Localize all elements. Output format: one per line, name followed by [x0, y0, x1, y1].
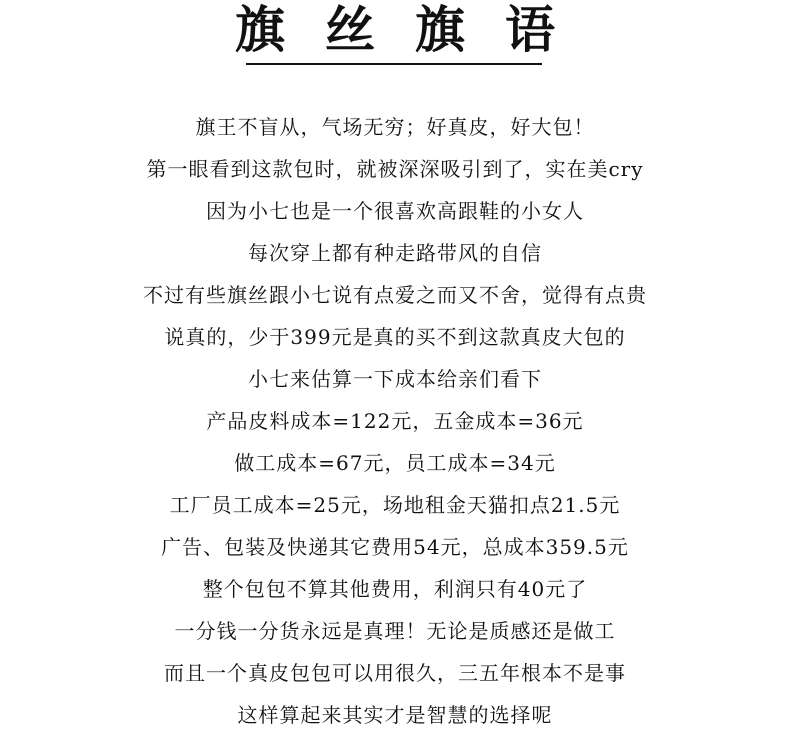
text-line: 整个包包不算其他费用，利润只有40元了	[202, 577, 588, 601]
text-line: 这样算起来其实才是智慧的选择呢	[237, 703, 553, 727]
title-underline	[246, 63, 542, 65]
page-title: 旗丝旗语	[235, 0, 595, 59]
text-line: 广告、包装及快递其它费用54元，总成本359.5元	[161, 535, 629, 559]
text-line: 工厂员工成本=25元，场地租金天猫扣点21.5元	[169, 493, 621, 517]
text-line: 小七来估算一下成本给亲们看下	[248, 367, 542, 391]
text-line: 产品皮料成本=122元，五金成本=36元	[206, 409, 584, 433]
text-line: 第一眼看到这款包时，就被深深吸引到了，实在美cry	[146, 157, 644, 181]
text-line: 不过有些旗丝跟小七说有点爱之而又不舍，觉得有点贵	[143, 283, 647, 307]
text-line: 而且一个真皮包包可以用很久，三五年根本不是事	[164, 661, 626, 685]
text-line: 一分钱一分货永远是真理！无论是质感还是做工	[174, 619, 616, 643]
header	[0, 0, 790, 70]
text-line: 旗王不盲从，气场无穷；好真皮，好大包！	[195, 115, 595, 139]
text-line: 做工成本=67元，员工成本=34元	[234, 451, 556, 475]
text-line: 每次穿上都有种走路带风的自信	[248, 241, 542, 265]
text-body	[0, 106, 790, 736]
text-line: 因为小七也是一个很喜欢高跟鞋的小女人	[206, 199, 584, 223]
text-line: 说真的，少于399元是真的买不到这款真皮大包的	[164, 325, 626, 349]
